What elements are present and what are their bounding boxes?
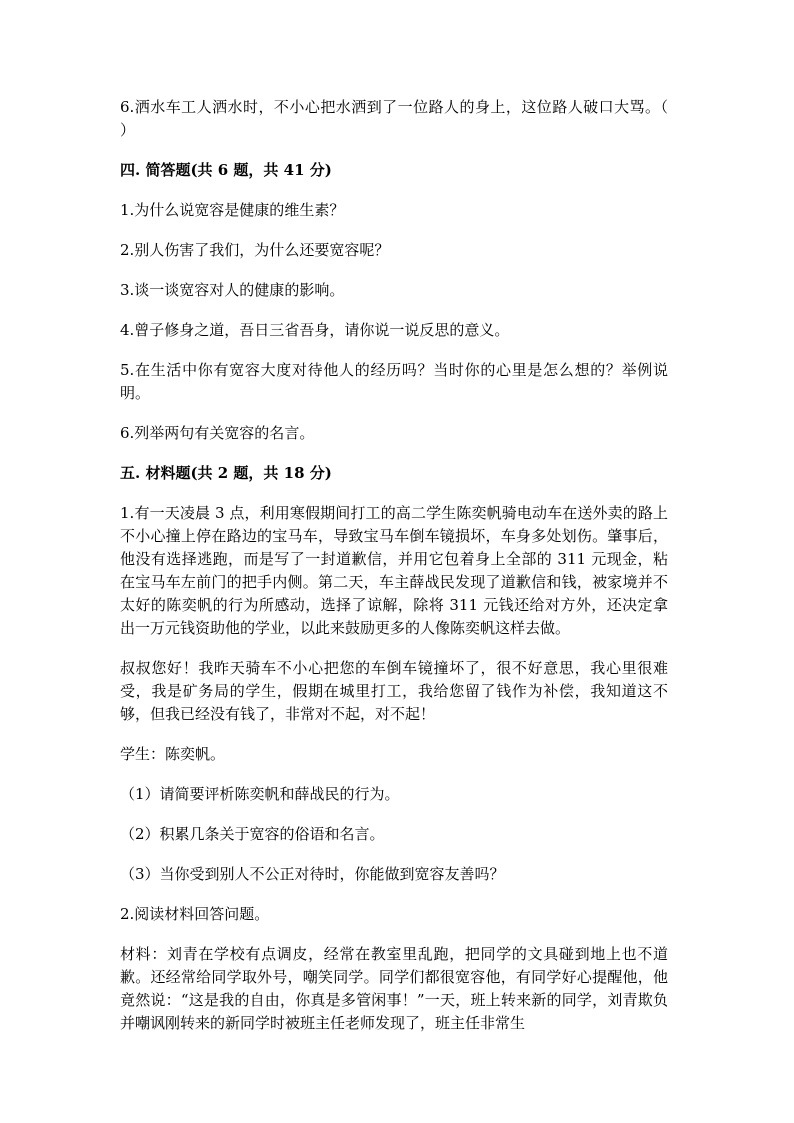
sub-question-3: （3）当你受到别人不公正对待时，你能做到宽容友善吗？ [120,865,505,883]
short-answer-6: 6.列举两句有关宽容的名言。 [120,424,315,442]
letter-signature: 学生：陈奕帆。 [120,745,226,763]
apology-letter: 叔叔您好！我昨天骑车不小心把您的车倒车镜撞坏了，很不好意思，我心里很难受，我是矿务局的学生，假期在城里打工，我给您留了钱作为补偿，我知道这不够，但我已经没有钱了，非常对不起，对不起！ [120,659,668,723]
short-answer-5: 5.在生活中你有宽容大度对待他人的经历吗？当时你的心里是怎么想的？举例说明。 [120,361,668,402]
material-2-title: 2.阅读材料回答问题。 [120,905,270,923]
section-5-heading: 五. 材料题(共 2 题，共 18 分) [120,464,332,482]
document-page [120,96,714,1035]
material-1-text: 1.有一天凌晨 3 点，利用寒假期间打工的高二学生陈奕帆骑电动车在送外卖的路上不小心撞上停在路边的宝马车，导致宝马车倒车镜损坏，车身多处划伤。肇事后，他没有选择逃跑，而是写了一封道歉信，并用它包着身上全部的 311 元现金，粘在宝马车左前门的把手内侧。第二天，车主薛战民发现了道歉信和钱，被家境并不太好的陈奕帆的行为所感动，选择了谅解，除将 311 元钱还给对方外，还决定拿出一万元钱资助他的学业，以此来鼓励更多的人像陈奕帆这样去做。 [120,504,668,637]
sub-question-2: （2）积累几条关于宽容的俗语和名言。 [120,825,385,843]
material-2-text: 材料：刘青在学校有点调皮，经常在教室里乱跑，把同学的文具碰到地上也不道歉。还经常给同学取外号，嘲笑同学。同学们都很宽容他，有同学好心提醒他，他竟然说：“这是我的自由，你真是多管闲事！”一天，班上转来新的同学，刘青欺负并嘲讽刚转来的新同学时被班主任老师发现了，班主任非常生 [120,945,668,1032]
short-answer-4: 4.曾子修身之道，吾日三省吾身，请你说一说反思的意义。 [120,321,510,339]
sub-question-1: （1）请简要评析陈奕帆和薛战民的行为。 [120,785,400,803]
section-4-heading: 四. 简答题(共 6 题，共 41 分) [120,161,332,179]
question-6: 6.洒水车工人洒水时，不小心把水洒到了一位路人的身上，这位路人破口大骂。（ ） [120,98,714,139]
short-answer-3: 3.谈一谈宽容对人的健康的影响。 [120,281,345,299]
short-answer-2: 2.别人伤害了我们，为什么还要宽容呢？ [120,241,390,259]
short-answer-1: 1.为什么说宽容是健康的维生素？ [120,201,345,219]
